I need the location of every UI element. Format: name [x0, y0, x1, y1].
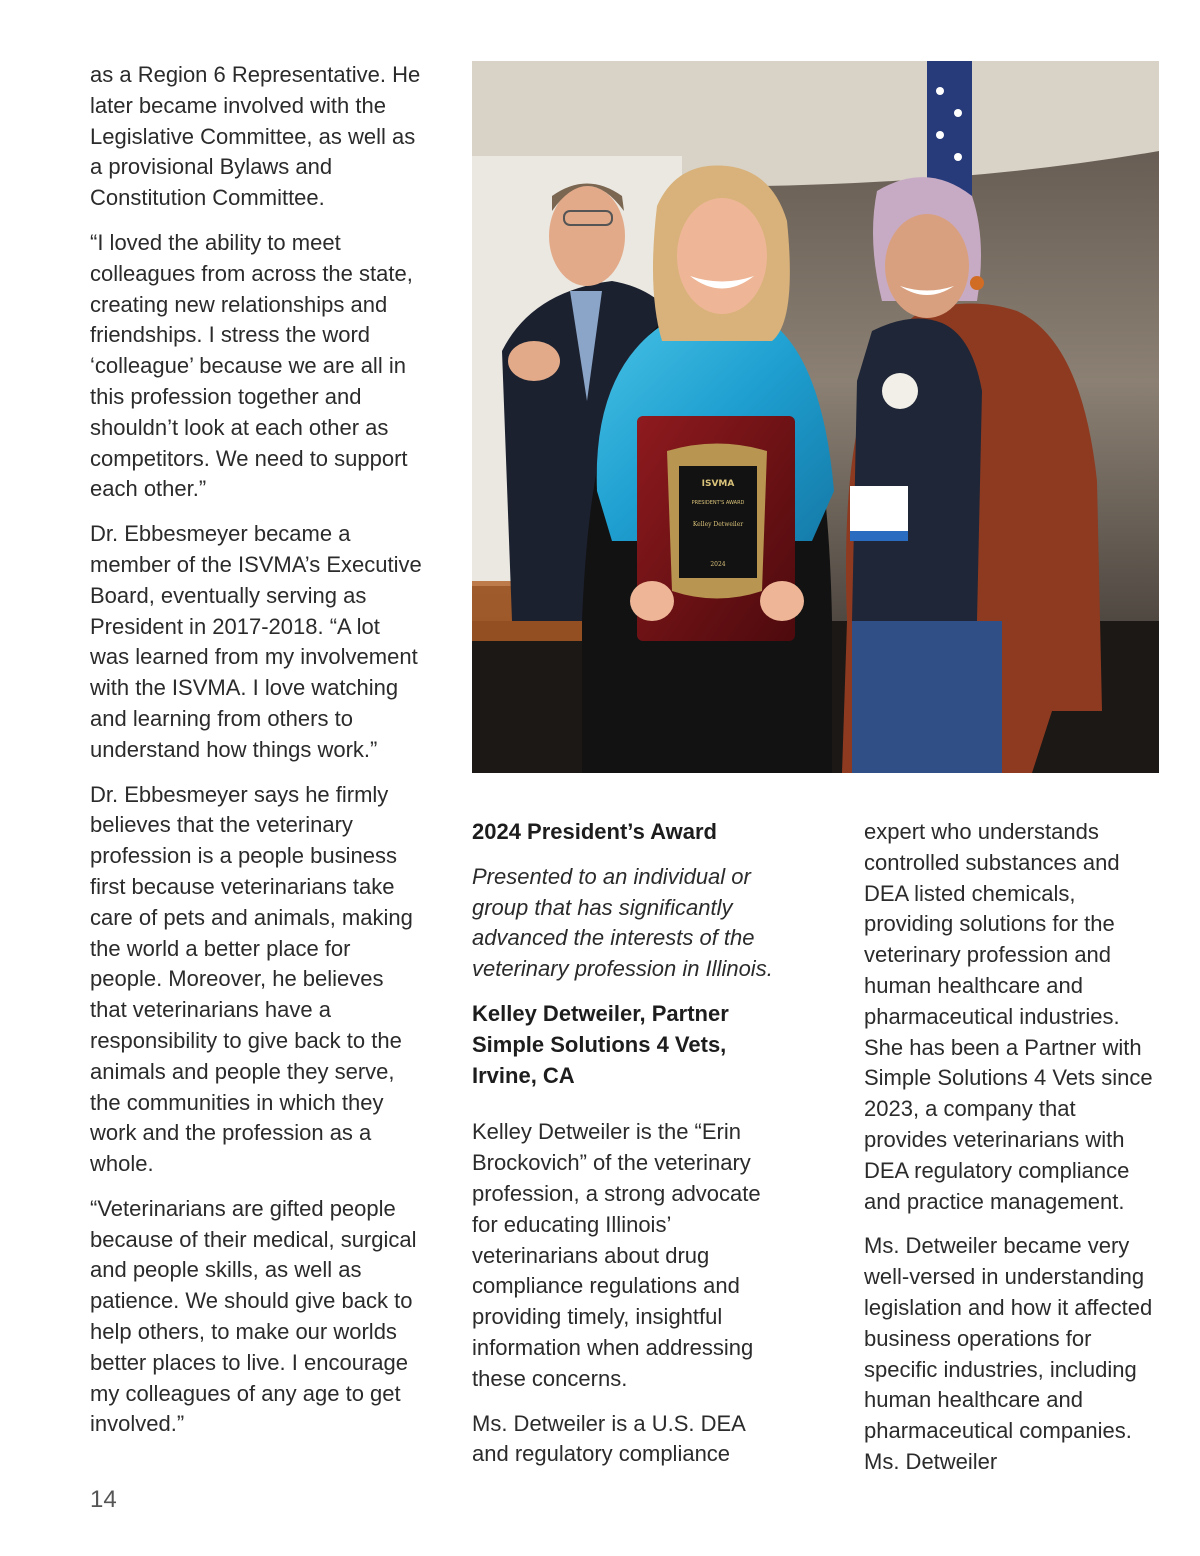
body-paragraph: Ms. Detweiler is a U.S. DEA and regulatory compliance — [472, 1410, 745, 1467]
body-paragraph: “I loved the ability to meet colleagues from across the state, creating new relationships and friendships. I stress the word ‘colleague’ because we are all in this profession together and shouldn’t look at each other as competitors. We need to support each other.” — [90, 229, 413, 502]
award-recipient — [472, 999, 777, 1091]
page-number: 14 — [90, 1486, 117, 1513]
award-description: Presented to an individual or group that has significantly advanced the interests of the veterinary profession in Illinois. — [472, 863, 773, 982]
recipient-location-line: Irvine, CA — [472, 1062, 575, 1088]
plaque-year: 2024 — [710, 561, 726, 568]
middle-column — [472, 817, 777, 1484]
body-paragraph: expert who understands controlled substances and DEA listed chemicals, providing solutions for the veterinary profession and human healthcare and pharmaceutical industries. She has been a Partner with Simple Solutions 4 Vets since 2023, a company that provides veterinarians with DEA regulatory compliance and practice management. — [864, 819, 1153, 1214]
left-column — [90, 60, 425, 1454]
body-paragraph: Dr. Ebbesmeyer became a member of the ISVMA’s Executive Board, eventually serving as President in 2017-2018. “A lot was learned from my involvement with the ISVMA. I love watching and learning from others to understand how things work.” — [90, 521, 422, 762]
plaque-title: PRESIDENT'S AWARD — [691, 500, 745, 506]
plaque-recipient: Kelley Detweiler — [692, 521, 744, 528]
body-paragraph: Kelley Detweiler is the “Erin Brockovich” of the veterinary profession, a strong advocate for educating Illinois’ veterinarians about drug compliance regulations and providing timely, insightful information when addressing these concerns. — [472, 1119, 761, 1391]
award-heading: 2024 President’s Award — [472, 819, 717, 844]
body-paragraph: “Veterinarians are gifted people because of their medical, surgical and people skills, as well as patience. We should give back to help others, to make our worlds better places to live. I encourage my colleagues of any age to get involved.” — [90, 1195, 417, 1437]
award-photo — [472, 61, 1159, 773]
recipient-company-line: Simple Solutions 4 Vets, — [472, 1031, 727, 1057]
body-paragraph: Dr. Ebbesmeyer says he firmly believes that the veterinary profession is a people business first because veterinarians take care of pets and animals, making the world a better place for people. Moreover, he believes that veterinarians have a responsibility to give back to the animals and people they serve, the communities in which they work and the profession as a whole. — [90, 781, 413, 1177]
right-column — [864, 817, 1164, 1492]
body-paragraph: Ms. Detweiler became very well-versed in understanding legislation and how it affected business operations for specific industries, including human healthcare and pharmaceutical companies. Ms. Detweiler — [864, 1233, 1153, 1474]
plaque-brand: ISVMA — [701, 479, 735, 489]
recipient-name-line: Kelley Detweiler, Partner — [472, 1000, 729, 1026]
body-paragraph: as a Region 6 Representative. He later became involved with the Legislative Committee, as well as a provisional Bylaws and Constitution Committee. — [90, 62, 421, 211]
